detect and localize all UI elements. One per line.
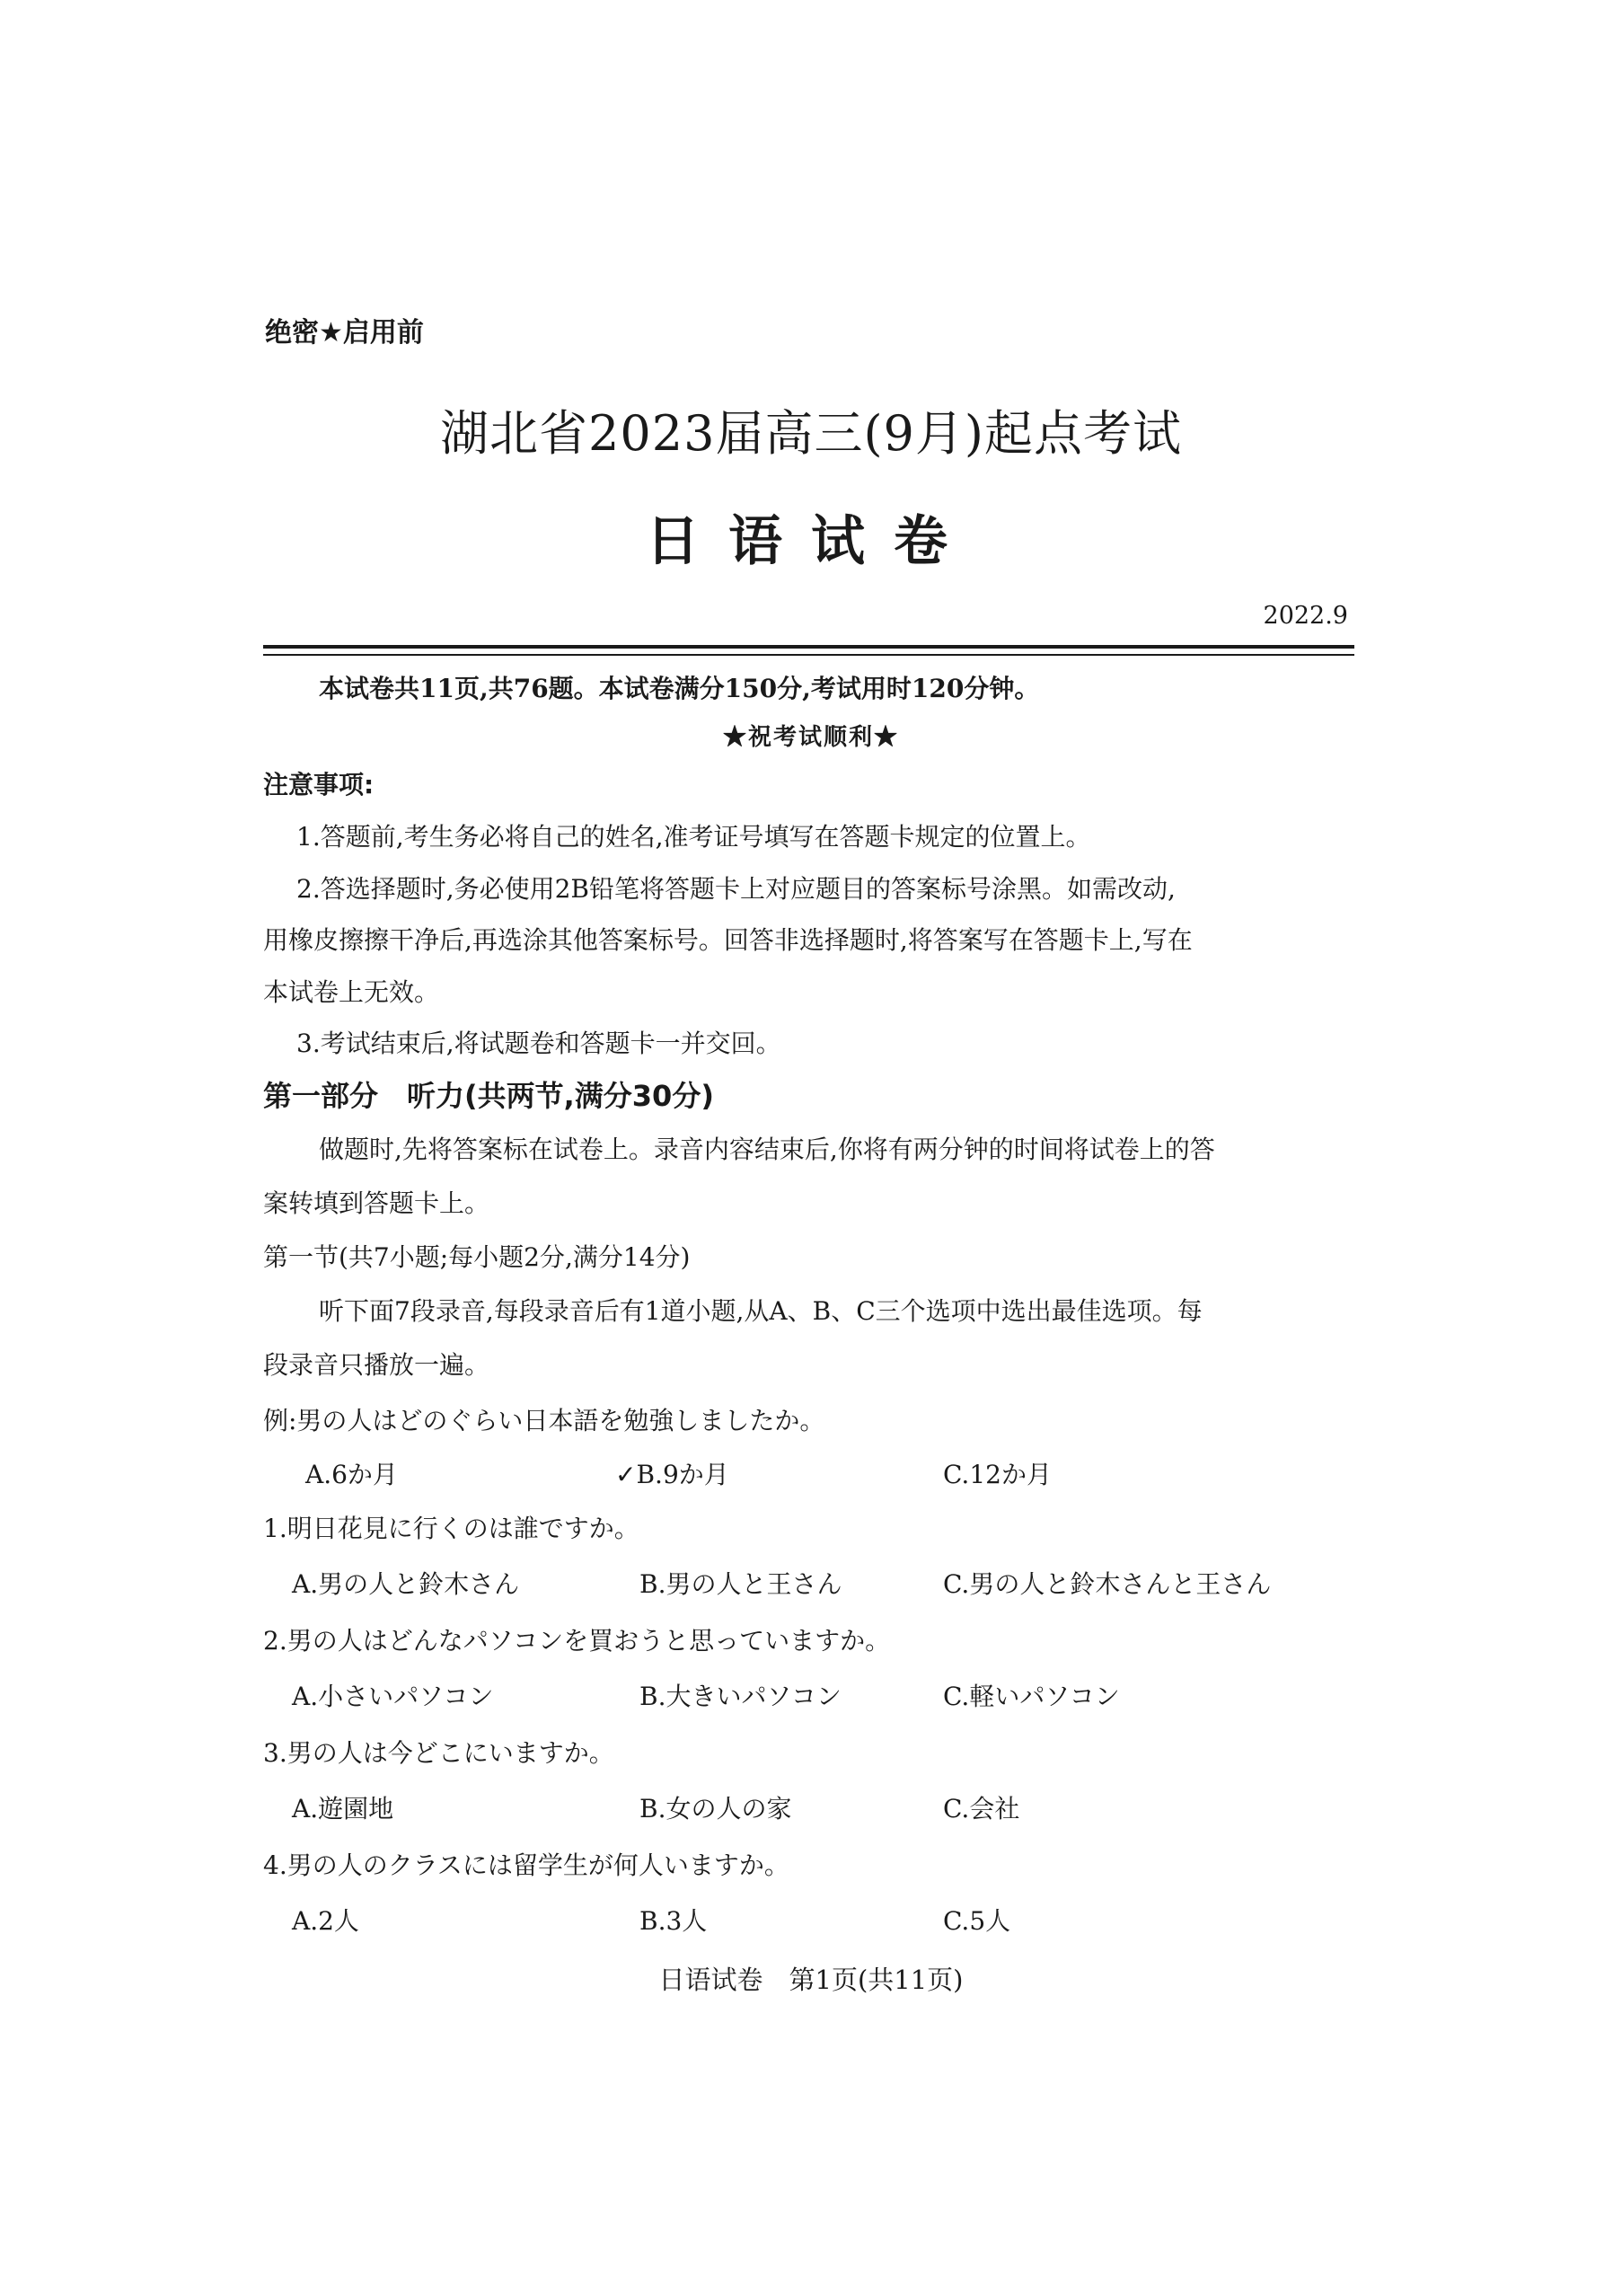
question-4-option-a: A.2人 <box>292 1906 359 1936</box>
example-option-a: A.6か月 <box>305 1460 398 1489</box>
question-4: 4.男の人のクラスには留学生が何人いますか。 <box>263 1850 789 1880</box>
notice-line: 用橡皮擦擦干净后,再选涂其他答案标号。回答非选择题时,将答案写在答题卡上,写在 <box>263 925 1193 955</box>
notice-line: 3.考试结束后,将试题卷和答题卡一并交回。 <box>296 1029 781 1058</box>
notice-heading: 注意事项: <box>263 770 375 799</box>
example-question: 例:男の人はどのぐらい日本語を勉強しましたか。 <box>263 1406 825 1435</box>
example-option-c: C.12か月 <box>943 1460 1052 1489</box>
part1-heading: 第一部分 听力(共两节,满分30分) <box>263 1079 714 1113</box>
exam-date: 2022.9 <box>1263 602 1348 630</box>
question-1-option-b: B.男の人と王さん <box>639 1569 842 1599</box>
question-2-option-c: C.軽いパソコン <box>943 1682 1120 1711</box>
question-3-option-c: C.会社 <box>943 1794 1020 1824</box>
question-4-option-c: C.5人 <box>943 1906 1011 1936</box>
question-2-option-a: A.小さいパソコン <box>292 1682 494 1711</box>
question-3: 3.男の人は今どこにいますか。 <box>263 1738 614 1768</box>
question-1-option-c: C.男の人と鈴木さんと王さん <box>943 1569 1272 1599</box>
notice-line: 1.答题前,考生务必将自己的姓名,准考证号填写在答题卡规定的位置上。 <box>296 822 1091 852</box>
section1-instruction-line: 听下面7段录音,每段录音后有1道小题,从A、B、C三个选项中选出最佳选项。每 <box>319 1296 1203 1326</box>
question-2: 2.男の人はどんなパソコンを買おうと思っていますか。 <box>263 1626 891 1656</box>
part1-instruction-line: 案转填到答题卡上。 <box>263 1188 490 1218</box>
part1-instruction-line: 做题时,先将答案标在试卷上。录音内容结束后,你将有两分钟的时间将试卷上的答 <box>319 1135 1215 1164</box>
notice-line: 本试卷上无效。 <box>263 977 440 1007</box>
good-luck-line: ★祝考试顺利★ <box>722 724 899 751</box>
question-1: 1.明日花見に行くのは誰ですか。 <box>263 1514 639 1543</box>
section1-heading: 第一节(共7小题;每小题2分,满分14分) <box>263 1242 691 1272</box>
exam-subtitle: 日语试卷 <box>646 510 976 573</box>
question-3-option-b: B.女の人の家 <box>639 1794 792 1824</box>
question-3-option-a: A.遊園地 <box>292 1794 394 1824</box>
header-rule-thin <box>263 654 1354 656</box>
notice-line: 2.答选择题时,务必使用2B铅笔将答题卡上对应题目的答案标号涂黑。如需改动, <box>296 874 1176 904</box>
confidential-mark: 绝密★启用前 <box>265 317 424 349</box>
page-footer: 日语试卷 第1页(共11页) <box>658 1965 964 1995</box>
header-rule-thick <box>263 645 1354 649</box>
section1-instruction-line: 段录音只播放一遍。 <box>263 1350 490 1380</box>
question-4-option-b: B.3人 <box>639 1906 708 1936</box>
example-option-b: ✓B.9か月 <box>615 1460 729 1489</box>
question-1-option-a: A.男の人と鈴木さん <box>292 1569 520 1599</box>
question-2-option-b: B.大きいパソコン <box>639 1682 842 1711</box>
exam-title: 湖北省2023届高三(9月)起点考试 <box>440 405 1182 462</box>
exam-summary: 本试卷共11页,共76题。本试卷满分150分,考试用时120分钟。 <box>319 674 1040 703</box>
